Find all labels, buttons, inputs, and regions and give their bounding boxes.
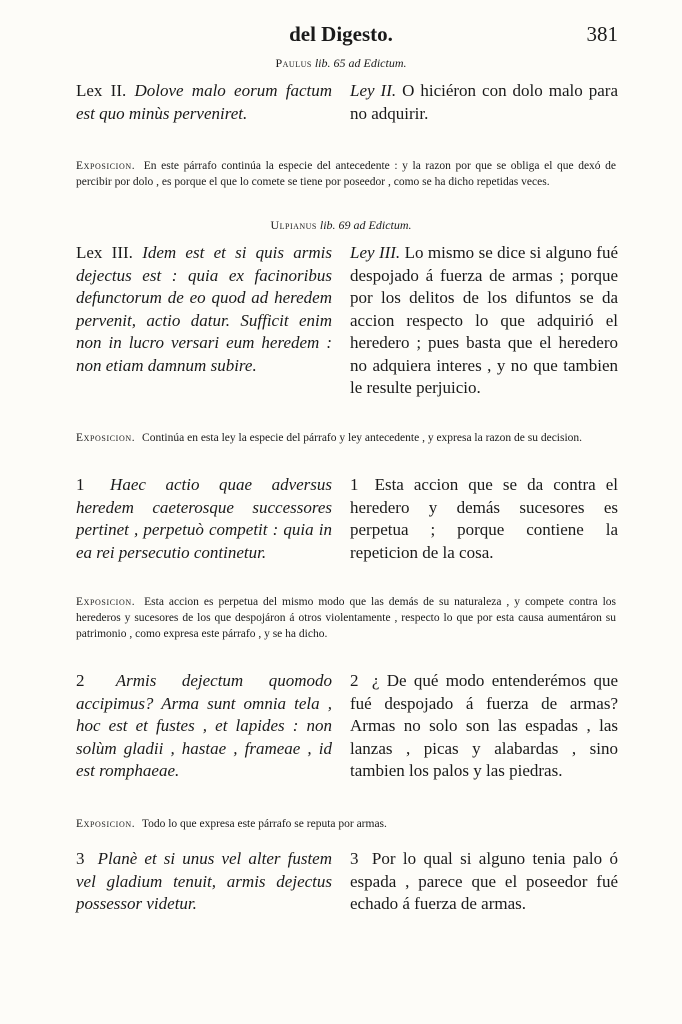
source-ref: lib. 69 ad Edictum. <box>319 218 412 232</box>
exposicion-label: Exposicion. <box>76 818 136 830</box>
latin-body: Idem est et si quis armis dejectus est : quia ex facinoribus defunctorum de eo quod ad heredem pervenit, actio datur. Sufficit enim non in lucro versari eum heredem : non etiam damnum subire. <box>76 243 333 375</box>
law-heading: Lex II. <box>76 81 127 100</box>
exposicion-label: Exposicion. <box>76 596 136 608</box>
latin-text <box>76 670 332 783</box>
law-heading: Lex III. <box>76 243 133 262</box>
exposicion-note <box>76 430 616 446</box>
latin-body: Haec actio quae adversus heredem caeterosque successores pertinet , perpetuò competit : quia in ea rei persecutio continetur. <box>76 475 333 562</box>
ley-heading: Ley II. <box>350 81 397 100</box>
exposicion-label: Exposicion. <box>76 160 136 172</box>
spanish-body: Lo mismo se dice si alguno fué despojado á fuerza de armas ; porque por los delitos de los difuntos se da accion respecto lo que adquirió el heredero ; pues basta que el heredero no adquiera interes , y no que tambien le resulte perjuicio. <box>350 243 618 397</box>
source-author: Ulpianus <box>270 218 317 232</box>
paragraph-number: 1 <box>350 475 359 494</box>
latin-text <box>76 474 332 564</box>
paragraph-number: 2 <box>76 671 85 690</box>
exposicion-text: En este párrafo continúa la especie del antecedente : y la razon por que se obliga el que dexó de percibir por dolo , es porque el que lo comete se tiene por poseedor , como se ha dicho repetidas veces. <box>76 160 616 188</box>
source-ref: lib. 65 ad Edictum. <box>314 56 407 70</box>
running-title: del Digesto. <box>289 22 393 46</box>
paragraph-number: 3 <box>350 849 359 868</box>
spanish-text <box>350 80 618 125</box>
exposicion-text: Esta accion es perpetua del mismo modo que las demás de su naturaleza , y compete contra los herederos y sucesores de los que despojáron á otros violentamente , respecto lo que por esta causa aumentáron su patrimonio , como expresa este párrafo , y se ha dicho. <box>76 596 617 640</box>
source-citation <box>0 218 682 233</box>
source-citation <box>0 56 682 71</box>
paragraph-number: 2 <box>350 671 359 690</box>
exposicion-note <box>76 816 616 832</box>
page-header <box>0 22 682 50</box>
spanish-body: O hiciéron con dolo malo para no adquirir. <box>350 81 618 123</box>
spanish-text <box>350 670 618 783</box>
ley-heading: Ley III. <box>350 243 401 262</box>
latin-text <box>76 242 332 377</box>
latin-body: Dolove malo eorum factum est quo minùs perveniret. <box>76 81 332 123</box>
paragraph-number: 3 <box>76 849 85 868</box>
exposicion-text: Todo lo que expresa este párrafo se reputa por armas. <box>141 818 387 830</box>
latin-text <box>76 80 332 125</box>
exposicion-note <box>76 594 616 642</box>
spanish-text <box>350 474 618 564</box>
latin-text <box>76 848 332 916</box>
source-author: Paulus <box>275 56 312 70</box>
latin-body: Planè et si unus vel alter fustem vel gladium tenuit, armis dejectus possessor videtur. <box>76 849 333 913</box>
paragraph-number: 1 <box>76 475 85 494</box>
latin-body: Armis dejectum quomodo accipimus? Arma sunt omnia tela , hoc est et fustes , et lapides : non solùm gladii , hastae , frameae , id est romphaeae. <box>76 671 332 780</box>
spanish-text <box>350 848 618 916</box>
spanish-body: Por lo qual si alguno tenia palo ó espada , parece que el poseedor fué echado á fuerza de armas. <box>350 849 618 913</box>
page-number: 381 <box>586 22 618 46</box>
exposicion-text: Continúa en esta ley la especie del párrafo y ley antecedente , y expresa la razon de su decision. <box>142 432 583 444</box>
spanish-text <box>350 242 618 400</box>
exposicion-label: Exposicion. <box>76 432 136 444</box>
exposicion-note <box>76 158 616 190</box>
spanish-body: ¿ De qué modo entenderémos que fué despojado á fuerza de armas? Armas no solo son las espadas , las lanzas , picas y alabardas , sino tambien los palos y las piedras. <box>350 671 619 780</box>
spanish-body: Esta accion que se da contra el heredero y demás sucesores es perpetua ; porque contiene la repeticion de la cosa. <box>350 475 619 562</box>
